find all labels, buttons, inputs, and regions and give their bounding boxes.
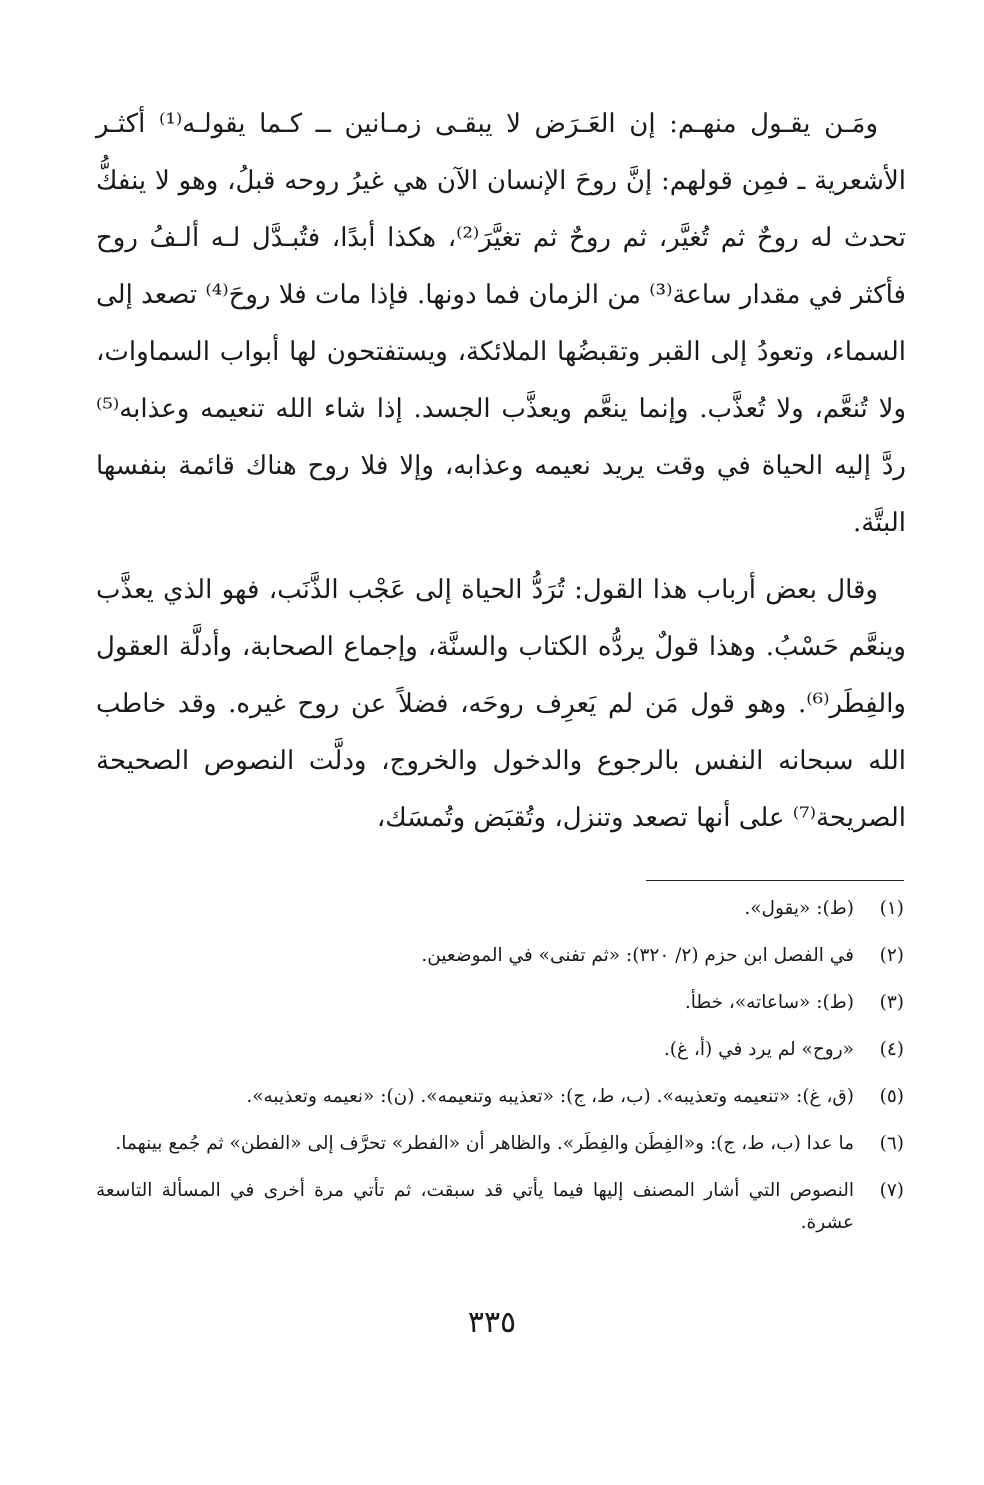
- footnote-text: ما عدا (ب، ط، ج): و«الفِطَن والفِطَر». والظاهر أن «الفطر» تحرَّف إلى «الفطن» ثم جُمع بينهما.: [115, 1133, 854, 1154]
- footnotes-list: [96, 893, 904, 1254]
- footnote-text: «روح» لم يرد في (أ، غ).: [663, 1039, 854, 1060]
- footnote-text: (ط): «يقول».: [744, 898, 854, 919]
- footnote-number: (٣): [879, 992, 904, 1013]
- footnote-item: [96, 1175, 904, 1239]
- footnote-item: [96, 1081, 904, 1113]
- footnote-text: (ط): «ساعاته»، خطأ.: [684, 992, 854, 1013]
- footnote-item: [96, 987, 904, 1019]
- footnote-number: (٥): [879, 1086, 904, 1107]
- footnote-item: [96, 940, 904, 972]
- footnote-number: (٤): [879, 1039, 904, 1060]
- footnote-separator: [646, 880, 904, 881]
- footnote-number: (٢): [879, 945, 904, 966]
- footnote-text: في الفصل ابن حزم (٢/ ٣٢٠): «ثم تفنى» في الموضعين.: [421, 945, 854, 966]
- footnote-number: (١): [879, 898, 904, 919]
- main-text: [96, 96, 906, 847]
- page-number: ٣٣٥: [467, 1305, 517, 1340]
- footnote-item: [96, 1128, 904, 1160]
- footnote-text: (ق، غ): «تنعيمه وتعذيبه». (ب، ط، ج): «تعذيبه وتنعيمه». (ن): «نعيمه وتعذيبه».: [246, 1086, 854, 1107]
- footnote-item: [96, 1034, 904, 1066]
- paragraph-2: وقال بعض أرباب هذا القول: تُرَدُّ الحياة إلى عَجْب الذَّنَب، فهو الذي يعذَّب وينعَّم حَسْبُ. وهذا قولٌ يردُّه الكتاب والسنَّة، وإجماع الصحابة، وأدلَّة العقول والفِطَر⁽⁶⁾. وهو قول مَن لم يَعرِف روحَه، فضلاً عن روح غيره. وقد خاطب الله سبحانه النفس بالرجوع والدخول والخروج، ودلَّت النصوص الصحيحة الصريحة⁽⁷⁾ على أنها تصعد وتنزل، وتُقبَض وتُمسَك،: [96, 575, 906, 833]
- footnote-item: [96, 893, 904, 925]
- footnote-text: النصوص التي أشار المصنف إليها فيما يأتي قد سبقت، ثم تأتي مرة أخرى في المسألة التاسعة عشرة.: [96, 1180, 854, 1233]
- footnote-number: (٧): [879, 1180, 904, 1201]
- footnote-number: (٦): [879, 1133, 904, 1154]
- paragraph-1: ومَـن يقـول منهـم: إن العَـرَض لا يبقـى زمـانين ــ كـما يقولـه⁽¹⁾ أكثـر الأشعرية ـ فمِن قولهم: إنَّ روحَ الإنسان الآن هي غيرُ روحه قبلُ، وهو لا ينفكُّ تحدث له روحٌ ثم تُغيَّر، ثم روحٌ ثم تغيَّرَ⁽²⁾، هكذا أبدًا، فتُبـدَّل لـه ألـفُ روح فأكثر في مقدار ساعة⁽³⁾ من الزمان فما دونها. فإذا مات فلا روحَ⁽⁴⁾ تصعد إلى السماء، وتعودُ إلى القبر وتقبضُها الملائكة، ويستفتحون لها أبواب السماوات، ولا تُنعَّم، ولا تُعذَّب. وإنما ينعَّم ويعذَّب الجسد. إذا شاء الله تنعيمه وعذابه⁽⁵⁾ ردَّ إليه الحياة في وقت يريد نعيمه وعذابه، وإلا فلا روح هناك قائمة بنفسها البتَّة.: [96, 109, 907, 538]
